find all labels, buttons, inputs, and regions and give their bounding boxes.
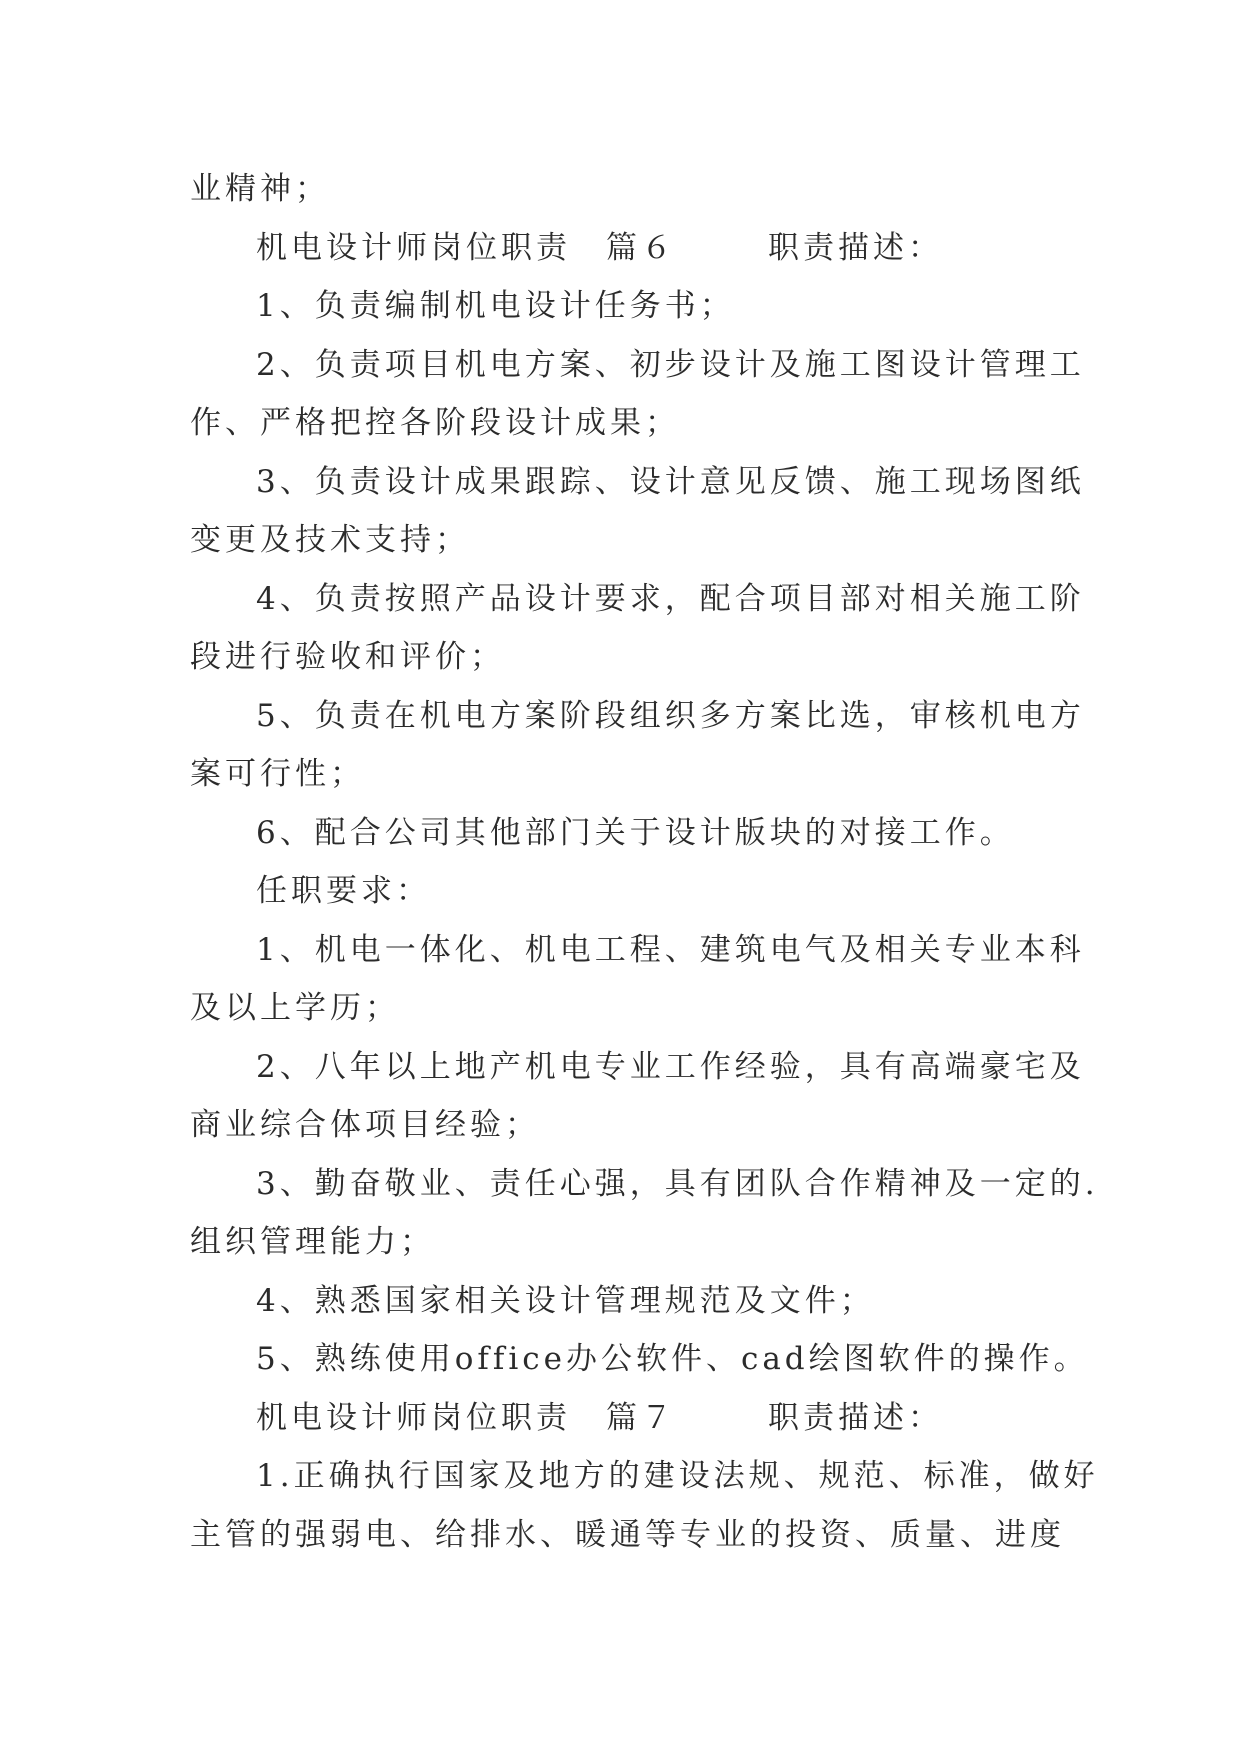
section-title: 机电设计师岗位职责 篇７ [256, 1399, 676, 1436]
list-item-continuation: 变更及技术支持； [190, 522, 470, 558]
list-item: 6、配合公司其他部门关于设计版块的对接工作。 [256, 814, 1015, 851]
list-item: 5、熟练使用office办公软件、cad绘图软件的操作。 [256, 1341, 1089, 1377]
list-item: 1、负责编制机电设计任务书； [256, 288, 735, 324]
list-item-continuation: 段进行验收和评价； [190, 639, 505, 675]
list-item: 3、勤奋敬业、责任心强，具有团队合作精神及一定的. [256, 1165, 1099, 1202]
list-item: 3、负责设计成果跟踪、设计意见反馈、施工现场图纸 [256, 463, 1085, 500]
list-item: 2、负责项目机电方案、初步设计及施工图设计管理工 [256, 346, 1085, 383]
document-page [190, 160, 1099, 1564]
section-title: 机电设计师岗位职责 篇６ [256, 229, 676, 266]
subsection-label: 职责描述： [768, 229, 943, 266]
list-item: 1.正确执行国家及地方的建设法规、规范、标准，做好 [256, 1458, 1099, 1494]
list-item-continuation: 案可行性； [190, 756, 365, 792]
list-item-continuation: 主管的强弱电、给排水、暖通等专业的投资、质量、进度 [190, 1516, 1065, 1553]
section-heading-line [190, 219, 1070, 278]
list-item-continuation: 商业综合体项目经验； [190, 1107, 540, 1143]
list-item: 1、机电一体化、机电工程、建筑电气及相关专业本科 [256, 931, 1085, 968]
list-item-continuation: 及以上学历； [190, 990, 400, 1026]
subsection-label: 职责描述： [768, 1399, 943, 1436]
section-heading-line [190, 1389, 1070, 1448]
subsection-label: 任职要求： [256, 873, 431, 909]
list-item: 4、熟悉国家相关设计管理规范及文件； [256, 1282, 875, 1319]
text-line: 业精神； [190, 171, 330, 207]
list-item: 2、八年以上地产机电专业工作经验，具有高端豪宅及 [256, 1048, 1085, 1085]
list-item: 4、负责按照产品设计要求，配合项目部对相关施工阶 [256, 580, 1085, 617]
list-item-continuation: 作、严格把控各阶段设计成果； [190, 405, 680, 441]
list-item-continuation: 组织管理能力； [190, 1224, 435, 1260]
list-item: 5、负责在机电方案阶段组织多方案比选，审核机电方 [256, 697, 1085, 734]
